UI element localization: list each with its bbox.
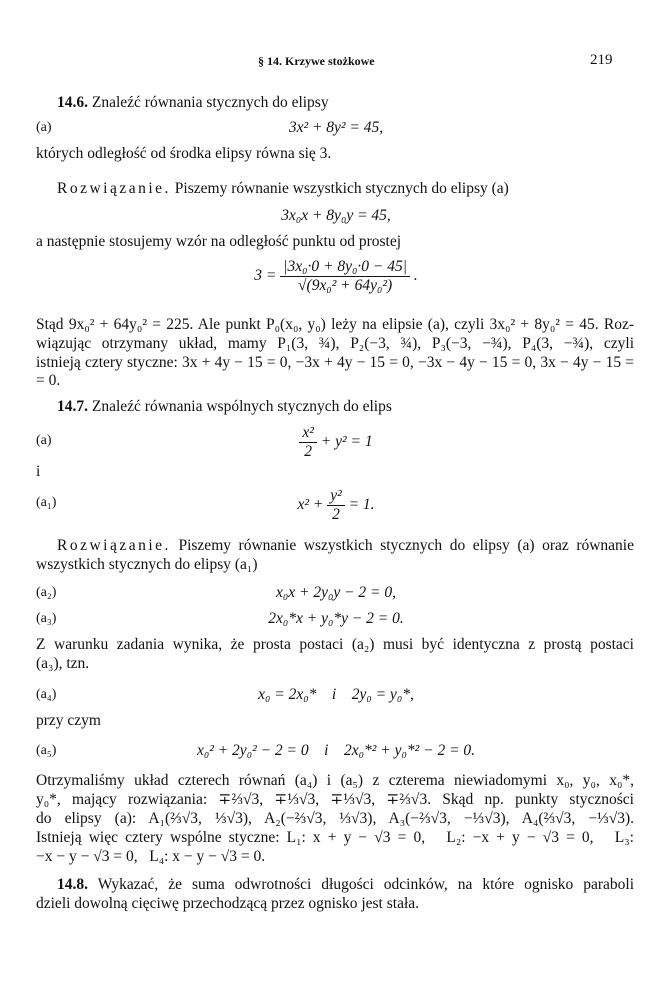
solution-heading: Rozwiązanie. xyxy=(57,537,171,554)
problem-14-6-condition: których odległość od środka elipsy równa się 3. xyxy=(36,145,332,162)
solution-text: Piszemy równanie wszystkich stycznych do elipsy (a) xyxy=(170,180,509,197)
problem-14-7-statement xyxy=(57,398,392,416)
ellipse-a1-lead: x² + xyxy=(297,496,324,514)
conjunction-i: i xyxy=(36,463,41,480)
ellipse-a1-rest: = 1. xyxy=(348,496,375,514)
solution-text: Piszemy równanie wszystkich stycznych do elipsy (a) oraz równanie xyxy=(170,537,634,554)
ellipse-a-rest: + y² = 1 xyxy=(320,433,373,451)
ellipse-equation: 3x² + 8y² = 45, xyxy=(288,119,384,136)
problem-number: 14.6. xyxy=(57,94,88,111)
ellipse-a1-equation xyxy=(0,487,672,524)
problem-14-8-line-1 xyxy=(57,876,634,894)
problem-text: Znaleźć równania wspólnych stycznych do elips xyxy=(91,398,392,415)
solution-14-7-line-1 xyxy=(57,537,634,555)
page-number: 219 xyxy=(590,52,613,68)
condition-line-2: (a₃), tzn. xyxy=(36,655,90,672)
equation-label-a5: (a₅) xyxy=(36,743,57,758)
result-line-1: Stąd 9x₀² + 64y₀² = 225. Ale punkt P₀(x₀, y₀) leży na elipsie (a), czyli 3x₀² + 8y₀² = 45. Roz- xyxy=(36,316,634,333)
solution-14-6-intro xyxy=(57,180,509,198)
tangent-equation: 3x₀x + 8y₀y = 45, xyxy=(281,207,391,224)
distance-numerator: |3x₀·0 + 8y₀·0 − 45| xyxy=(280,258,410,277)
system-a5-equation: x₀² + 2y₀² − 2 = 0 i 2x₀*² + y₀*² − 2 = 0. xyxy=(196,742,476,759)
problem-text: Wykazać, że suma odwrotności długości odcinków, na które ognisko paraboli xyxy=(88,876,634,893)
distance-lhs: 3 = xyxy=(254,267,277,285)
tangent-a3-equation: 2x₀*x + y₀*y − 2 = 0. xyxy=(268,610,404,627)
ellipse-a-fraction xyxy=(299,424,317,461)
przy-czym: przy czym xyxy=(36,712,101,729)
final-line-5: −x − y − √3 = 0, L₄: x − y − √3 = 0. xyxy=(36,848,266,865)
ellipse-a1-fraction xyxy=(327,487,345,524)
final-line-1: Otrzymaliśmy układ czterech równań (a₄) i (a₅) z czterema niewiadomymi x₀, y₀, x₀*, xyxy=(36,772,634,789)
ellipse-a-numerator: x² xyxy=(299,424,317,443)
final-line-4: Istnieją więc cztery wspólne styczne: L₁: x + y − √3 = 0, L₂: −x + y − √3 = 0, L₃: xyxy=(36,829,634,846)
ellipse-a1-denominator: 2 xyxy=(332,506,340,523)
equation-label-a: (a) xyxy=(36,433,52,448)
solution-heading: Rozwiązanie. xyxy=(57,180,171,197)
problem-14-6-statement xyxy=(57,94,329,112)
solution-14-7-line-2: wszystkich stycznych do elipsy (a₁) xyxy=(36,556,258,573)
running-header-title: § 14. Krzywe stożkowe xyxy=(258,54,375,68)
distance-formula xyxy=(0,258,672,295)
tangent-a2-equation: x₀x + 2y₀y − 2 = 0, xyxy=(275,584,397,601)
equation-label-a2: (a₂) xyxy=(36,585,57,600)
ellipse-a-denominator: 2 xyxy=(304,443,313,460)
result-line-3: istnieją cztery styczne: 3x + 4y − 15 = 0, −3x + 4y − 15 = 0, −3x − 4y − 15 = 0, 3x − 4y − 15 = xyxy=(36,354,634,371)
equation-label-a1: (a₁) xyxy=(36,495,57,510)
final-line-3: do elipsy (a): A₁(⅔√3, ⅓√3), A₂(−⅔√3, ⅓√3), A₃(−⅔√3, −⅓√3), A₄(⅔√3, −⅓√3). xyxy=(36,810,634,827)
problem-number: 14.8. xyxy=(57,876,88,893)
distance-intro: a następnie stosujemy wzór na odległość punktu od prostej xyxy=(36,233,402,250)
final-line-2: y₀*, mający rozwiązania: ∓⅔√3, ∓⅓√3, ∓⅓√3, ∓⅔√3. Skąd np. punkty styczności xyxy=(36,791,634,808)
problem-text: Znaleźć równania stycznych do elipsy xyxy=(91,94,329,111)
equation-label-a: (a) xyxy=(36,120,52,135)
problem-14-8-line-2: dzieli dowolną cięciwę przechodzącą przez ognisko jest stała. xyxy=(36,895,420,912)
system-a4-equation: x₀ = 2x₀* i 2y₀ = y₀*, xyxy=(258,686,414,703)
result-line-2: wiązując otrzymany układ, mamy P₁(3, ¾), P₂(−3, ¾), P₃(−3, −¾), P₄(3, −¾), czyli xyxy=(36,335,634,352)
distance-end: . xyxy=(413,267,418,285)
result-line-4: = 0. xyxy=(36,372,61,389)
problem-number: 14.7. xyxy=(57,398,88,415)
distance-fraction xyxy=(280,258,410,295)
ellipse-a-equation xyxy=(0,424,672,461)
equation-label-a4: (a₄) xyxy=(36,687,57,702)
distance-denominator: √(9x₀² + 64y₀²) xyxy=(298,277,393,294)
ellipse-a1-numerator: y² xyxy=(327,487,345,506)
condition-line-1: Z warunku zadania wynika, że prosta postaci (a₂) musi być identyczna z prostą postaci xyxy=(36,636,634,653)
equation-label-a3: (a₃) xyxy=(36,611,57,626)
